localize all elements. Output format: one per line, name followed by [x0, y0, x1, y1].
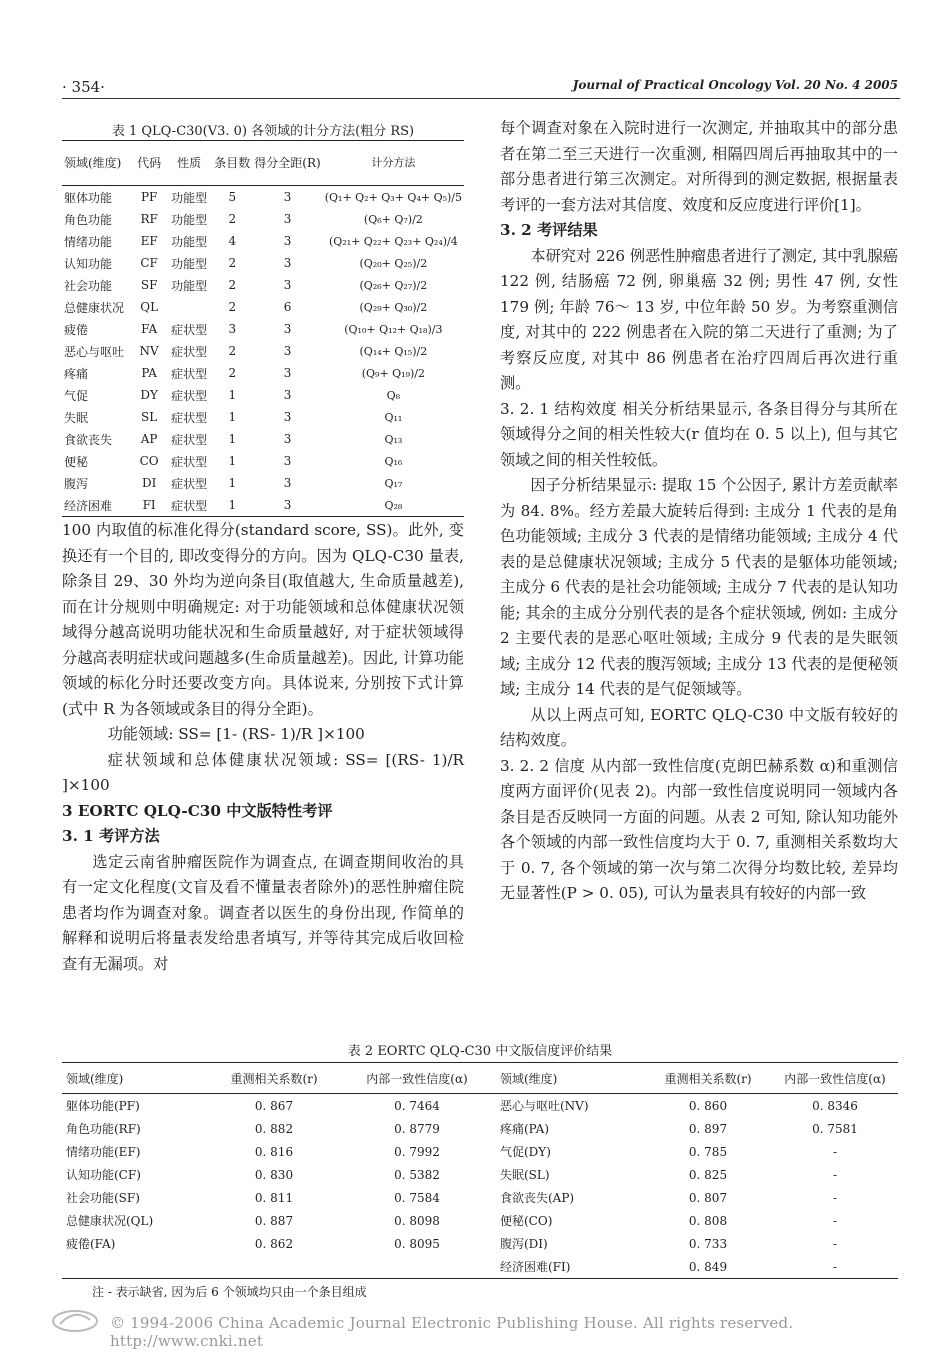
- table-cell: 6: [283, 300, 292, 314]
- table-row: [62, 1209, 898, 1232]
- body-paragraph: 3. 2. 2 信度 从内部一致性信度(克朗巴赫系数 α)和重测信度两方面评价(见表 2)。内部一致性信度说明同一领域内各条目是否反映同一方面的问题。从表 2 可知, 除认知功能外各个领域的内部一致性信度均大于 0. 7, 重测相关系数均大于 0. 7, 各个领域的第一次与第二次得分均数比较, 差异均无显著性(P > 0. 05), 可认为量表具有较好的内部一致: [500, 756, 898, 902]
- table-cell: 3: [283, 212, 292, 226]
- table2-header: 领域(维度): [500, 1071, 558, 1086]
- table-cell: [210, 1255, 338, 1279]
- table-cell: 0. 860: [688, 1098, 728, 1113]
- table-cell: 0. 7584: [394, 1190, 440, 1205]
- subsection-heading: 3. 2 考评结果: [500, 221, 598, 239]
- table2-header: 内部一致性信度(α): [784, 1071, 886, 1086]
- table-row: [62, 230, 464, 252]
- table-cell: Q₈: [386, 388, 401, 402]
- table-cell: 症状型: [171, 454, 208, 469]
- table-cell: (Q₂₉+ Q₃₀)/2: [359, 300, 428, 314]
- table-cell: 3: [283, 498, 292, 512]
- table-cell: 0. 8346: [812, 1098, 858, 1113]
- table-row: [62, 274, 464, 296]
- table-cell: 经济困难: [64, 498, 113, 513]
- subsection-heading: 3. 1 考评方法: [62, 827, 160, 845]
- page-number: · 354·: [62, 78, 105, 96]
- table-cell: 0. 867: [254, 1098, 294, 1113]
- table-cell: 腹泻: [64, 476, 89, 491]
- table-row: [62, 1140, 898, 1163]
- copyright-footer: © 1994-2006 China Academic Journal Electronic Publishing House. All rights reserved. http://www.cnki.net: [110, 1314, 794, 1350]
- table1-header: 得分全距(R): [254, 156, 321, 170]
- table-cell: 3: [283, 366, 292, 380]
- table-cell: 3: [283, 410, 292, 424]
- table-cell: (Q₉+ Q₁₉)/2: [361, 366, 425, 380]
- table-cell: 经济困难(FI): [500, 1260, 571, 1274]
- table-cell: 躯体功能: [64, 190, 113, 205]
- table-cell: 恶心与呕吐(NV): [500, 1099, 589, 1113]
- table-cell: 0. 8098: [394, 1213, 440, 1228]
- cnki-logo-icon: [50, 1306, 100, 1336]
- table-row: [62, 1186, 898, 1209]
- table2-header-row: [62, 1063, 898, 1094]
- table-row: [62, 362, 464, 384]
- table-cell: (Q₂₆+ Q₂₇)/2: [359, 278, 428, 292]
- table-cell: CO: [139, 454, 159, 468]
- table-cell: 0. 811: [254, 1190, 294, 1205]
- table-cell: (Q₂₀+ Q₂₅)/2: [359, 256, 428, 270]
- table-cell: 症状型: [171, 322, 208, 337]
- table-cell: 3: [283, 454, 292, 468]
- table-cell: 1: [228, 498, 237, 512]
- table-cell: SF: [140, 278, 158, 292]
- table-cell: 3: [283, 322, 292, 336]
- table-cell: 0. 7464: [394, 1098, 440, 1113]
- table-cell: FA: [141, 322, 158, 336]
- table-row: [62, 494, 464, 517]
- table-cell: 1: [228, 410, 237, 424]
- table-cell: 角色功能: [64, 212, 113, 227]
- table-cell: DY: [140, 388, 158, 402]
- table-row: [62, 450, 464, 472]
- table-cell: 气促(DY): [500, 1145, 551, 1159]
- table-cell: 0. 882: [254, 1121, 294, 1136]
- table-cell: 0. 733: [688, 1236, 728, 1251]
- table-cell: 2: [228, 344, 237, 358]
- table-cell: 0. 7581: [812, 1121, 858, 1136]
- table-cell: 疲倦(FA): [66, 1237, 116, 1251]
- table-cell: AP: [140, 432, 158, 446]
- table-cell: 症状型: [171, 344, 208, 359]
- table-cell: 4: [228, 234, 237, 248]
- table-cell: (Q₁+ Q₂+ Q₃+ Q₄+ Q₅)/5: [324, 190, 462, 204]
- table-note: 注 - 表示缺省, 因为后 6 个领域均只由一个条目组成: [92, 1285, 367, 1299]
- table2-caption: 表 2 EORTC QLQ-C30 中文版信度评价结果: [347, 1044, 613, 1059]
- table-row: [62, 428, 464, 450]
- table-cell: -: [832, 1190, 838, 1205]
- table1-header: 性质: [177, 156, 202, 170]
- table-cell: 2: [228, 278, 237, 292]
- table-cell: 社会功能(SF): [66, 1191, 140, 1205]
- table-row: [62, 1094, 898, 1118]
- table-cell: 3: [283, 278, 292, 292]
- table-row: [62, 296, 464, 318]
- table2-header: 重测相关系数(r): [230, 1071, 318, 1086]
- table-cell: 功能型: [171, 234, 208, 249]
- table-cell: 社会功能: [64, 278, 113, 293]
- table-cell: QL: [140, 300, 159, 314]
- body-paragraph: 从以上两点可知, EORTC QLQ-C30 中文版有较好的结构效度。: [500, 705, 898, 749]
- right-column: [500, 116, 898, 907]
- table-row: [62, 186, 464, 209]
- table-cell: 疼痛: [64, 366, 89, 381]
- table-cell: 症状型: [171, 498, 208, 513]
- table-cell: -: [832, 1167, 838, 1182]
- table-cell: 躯体功能(PF): [66, 1099, 140, 1113]
- table1-header-row: [62, 141, 464, 186]
- table-cell: 气促: [64, 388, 89, 403]
- table-cell: 情绪功能(EF): [66, 1145, 141, 1159]
- table-cell: FI: [142, 498, 156, 512]
- table-cell: Q₁₆: [384, 454, 403, 468]
- table-row: [62, 1163, 898, 1186]
- table-cell: 失眠: [64, 410, 89, 425]
- table-cell: 总健康状况(QL): [66, 1214, 154, 1228]
- table-cell: 0. 830: [254, 1167, 294, 1182]
- table-cell: 3: [283, 476, 292, 490]
- table-cell: 3: [283, 344, 292, 358]
- table-cell: 食欲丧失(AP): [500, 1191, 575, 1205]
- table-cell: [62, 1255, 210, 1279]
- table-cell: 认知功能: [64, 256, 113, 271]
- table-cell: 3: [283, 256, 292, 270]
- table-cell: 1: [228, 432, 237, 446]
- table-cell: CF: [140, 256, 158, 270]
- table-row: [62, 472, 464, 494]
- table-cell: 角色功能(RF): [66, 1122, 141, 1136]
- table-cell: [338, 1255, 496, 1279]
- table2-header: 领域(维度): [66, 1071, 124, 1086]
- table-cell: -: [832, 1213, 838, 1228]
- table-row: [62, 318, 464, 340]
- table-cell: EF: [140, 234, 158, 248]
- table-cell: SL: [141, 410, 158, 424]
- table-row: [62, 1232, 898, 1255]
- table1-header: 条目数: [214, 156, 251, 170]
- table-cell: 2: [228, 300, 237, 314]
- table-cell: 失眠(SL): [500, 1168, 550, 1182]
- table-cell: Q₁₁: [384, 410, 403, 424]
- formula-functional: 功能领域: SS= [1- (RS- 1)/R ]×100: [107, 725, 365, 743]
- table-cell: 症状型: [171, 410, 208, 425]
- table-cell: 3: [283, 432, 292, 446]
- table-cell: 症状型: [171, 476, 208, 491]
- body-paragraph: 选定云南省肿瘤医院作为调查点, 在调查期间收治的具有一定文化程度(文盲及看不懂量表者除外)的恶性肿瘤住院患者均作为调查对象。调查者以医生的身份出现, 作简单的解释和说明后将量表发给患者填写, 并等待其完成后收回检查有无漏项。对: [62, 852, 464, 973]
- table-cell: DI: [141, 476, 157, 490]
- table-cell: 3: [283, 190, 292, 204]
- table2-header: 重测相关系数(r): [664, 1071, 752, 1086]
- left-column: [62, 518, 464, 977]
- table2: [62, 1062, 898, 1279]
- table-cell: 2: [228, 256, 237, 270]
- table1-header: 代码: [137, 156, 162, 170]
- table-cell: 0. 808: [688, 1213, 728, 1228]
- table-cell: 3: [283, 234, 292, 248]
- table-cell: 症状型: [171, 366, 208, 381]
- table-cell: RF: [140, 212, 158, 226]
- table-cell: 疼痛(PA): [500, 1122, 550, 1136]
- table-cell: 0. 849: [688, 1259, 728, 1274]
- table-cell: -: [832, 1259, 838, 1274]
- table-cell: 0. 7992: [394, 1144, 440, 1159]
- table-row: [62, 1255, 898, 1279]
- table-cell: NV: [139, 344, 159, 358]
- table-cell: 3: [228, 322, 237, 336]
- table-cell: 0. 8779: [394, 1121, 440, 1136]
- table-cell: 0. 785: [688, 1144, 728, 1159]
- table-cell: (Q₁₄+ Q₁₅)/2: [359, 344, 428, 358]
- table-cell: 1: [228, 454, 237, 468]
- table1-caption: 表 1 QLQ-C30(V3. 0) 各领域的计分方法(粗分 RS): [111, 124, 415, 139]
- table-cell: 功能型: [171, 256, 208, 271]
- table-cell: 功能型: [171, 212, 208, 227]
- table-cell: (Q₂₁+ Q₂₂+ Q₂₃+ Q₂₄)/4: [328, 234, 458, 248]
- table1-header: 领域(维度): [64, 156, 122, 170]
- table-cell: Q₁₇: [384, 476, 403, 490]
- body-paragraph: 3. 2. 1 结构效度 相关分析结果显示, 各条目得分与其所在领域得分之间的相关性较大(r 值均在 0. 5 以上), 但与其它领域之间的相关性较低。: [500, 399, 898, 469]
- journal-header: Journal of Practical Oncology Vol. 20 No. 4 2005: [572, 78, 898, 92]
- table-row: [62, 384, 464, 406]
- table-cell: 0. 816: [254, 1144, 294, 1159]
- body-paragraph: 本研究对 226 例恶性肿瘤患者进行了测定, 其中乳腺癌 122 例, 结肠癌 72 例, 卵巢癌 32 例; 男性 47 例, 女性 179 例; 年龄 76～ 13 岁, 中位年龄 50 岁。为考察重测信度, 对其中的 222 例患者在入院的第二天进行了重测; 为了考察反应度, 对其中 86 例患者在治疗四周后再次进行重测。: [500, 246, 898, 392]
- table-cell: (Q₆+ Q₇)/2: [363, 212, 423, 226]
- table-cell: 总健康状况: [64, 300, 125, 315]
- body-paragraph: 因子分析结果显示: 提取 15 个公因子, 累计方差贡献率为 84. 8%。经方差最大旋转后得到: 主成分 1 代表的是角色功能领域; 主成分 3 代表的是情绪功能领域; 主成分 4 代表的是总健康状况领域; 主成分 5 代表的是躯体功能领域; 主成分 6 代表的是社会功能领域; 主成分 7 代表的是认知功能; 其余的主成分分别代表的是各个症状领域, 例如: 主成分 2 主要代表的是恶心呕吐领域; 主成分 9 代表的是失眠领域; 主成分 12 代表的腹泻领域; 主成分 13 代表的是便秘领域; 主成分 14 代表的是气促领域等。: [500, 476, 898, 698]
- table-cell: 0. 825: [688, 1167, 728, 1182]
- table-row: [62, 340, 464, 362]
- table-cell: 0. 862: [254, 1236, 294, 1251]
- table-cell: 情绪功能: [64, 234, 113, 249]
- table-cell: 0. 897: [688, 1121, 728, 1136]
- table-cell: 1: [228, 476, 237, 490]
- table-cell: 症状型: [171, 432, 208, 447]
- table-cell: 症状型: [171, 388, 208, 403]
- table-cell: Q₂₈: [384, 498, 403, 512]
- table-cell: 0. 8095: [394, 1236, 440, 1251]
- table-cell: 1: [228, 388, 237, 402]
- table-cell: 0. 807: [688, 1190, 728, 1205]
- table-cell: 3: [283, 388, 292, 402]
- table-cell: PF: [140, 190, 158, 204]
- table-cell: 便秘(CO): [500, 1214, 553, 1228]
- table-row: [62, 1117, 898, 1140]
- table-cell: [166, 296, 212, 318]
- formula-symptom: 症状领域和总体健康状况领域: SS= [(RS- 1)/R ]×100: [62, 750, 464, 794]
- table-cell: (Q₁₀+ Q₁₂+ Q₁₈)/3: [344, 322, 443, 336]
- table-cell: 疲倦: [64, 322, 89, 337]
- table-cell: 5: [228, 190, 237, 204]
- table-cell: PA: [141, 366, 157, 380]
- table-cell: -: [832, 1144, 838, 1159]
- table-cell: 2: [228, 366, 237, 380]
- table-cell: 0. 887: [254, 1213, 294, 1228]
- header-rule: [62, 98, 900, 99]
- table-cell: 恶心与呕吐: [64, 344, 125, 359]
- table-cell: -: [832, 1236, 838, 1251]
- table-cell: 功能型: [171, 190, 208, 205]
- table-cell: 腹泻(DI): [500, 1237, 548, 1251]
- body-paragraph: 100 内取值的标准化得分(standard score, SS)。此外, 变换还有一个目的, 即改变得分的方向。因为 QLQ-C30 量表, 除条目 29、30 外均为逆向条目(取值越大, 生命质量越差), 而在计分规则中明确规定: 对于功能领域和总体健康状况领域得分越高说明功能状况和生命质量越好, 对于症状领域得分越高表明症状或问题越多(生命质量越差)。因此, 计算功能领域的标化分时还要改变方向。具体说来, 分别按下式计算(式中 R 为各领域或条目的得分全距)。: [62, 521, 464, 718]
- body-paragraph: 每个调查对象在入院时进行一次测定, 并抽取其中的部分患者在第二至三天进行一次重测, 相隔四周后再抽取其中的一部分患者进行第三次测定。对所得到的测定数据, 根据量表考评的一套方法对其信度、效度和反应度进行评价[1]。: [500, 119, 898, 214]
- section-heading: 3 EORTC QLQ-C30 中文版特性考评: [62, 801, 333, 820]
- table-row: [62, 208, 464, 230]
- table-cell: 便秘: [64, 454, 89, 469]
- table-cell: 认知功能(CF): [66, 1168, 141, 1182]
- table1: [62, 140, 464, 517]
- table2-header: 内部一致性信度(α): [366, 1071, 468, 1086]
- table-row: [62, 252, 464, 274]
- table-row: [62, 406, 464, 428]
- table-cell: 2: [228, 212, 237, 226]
- table-cell: 0. 5382: [394, 1167, 440, 1182]
- table-cell: 食欲丧失: [64, 432, 113, 447]
- table1-header: 计分方法: [371, 156, 416, 169]
- table-cell: 功能型: [171, 278, 208, 293]
- table-cell: Q₁₃: [384, 432, 403, 446]
